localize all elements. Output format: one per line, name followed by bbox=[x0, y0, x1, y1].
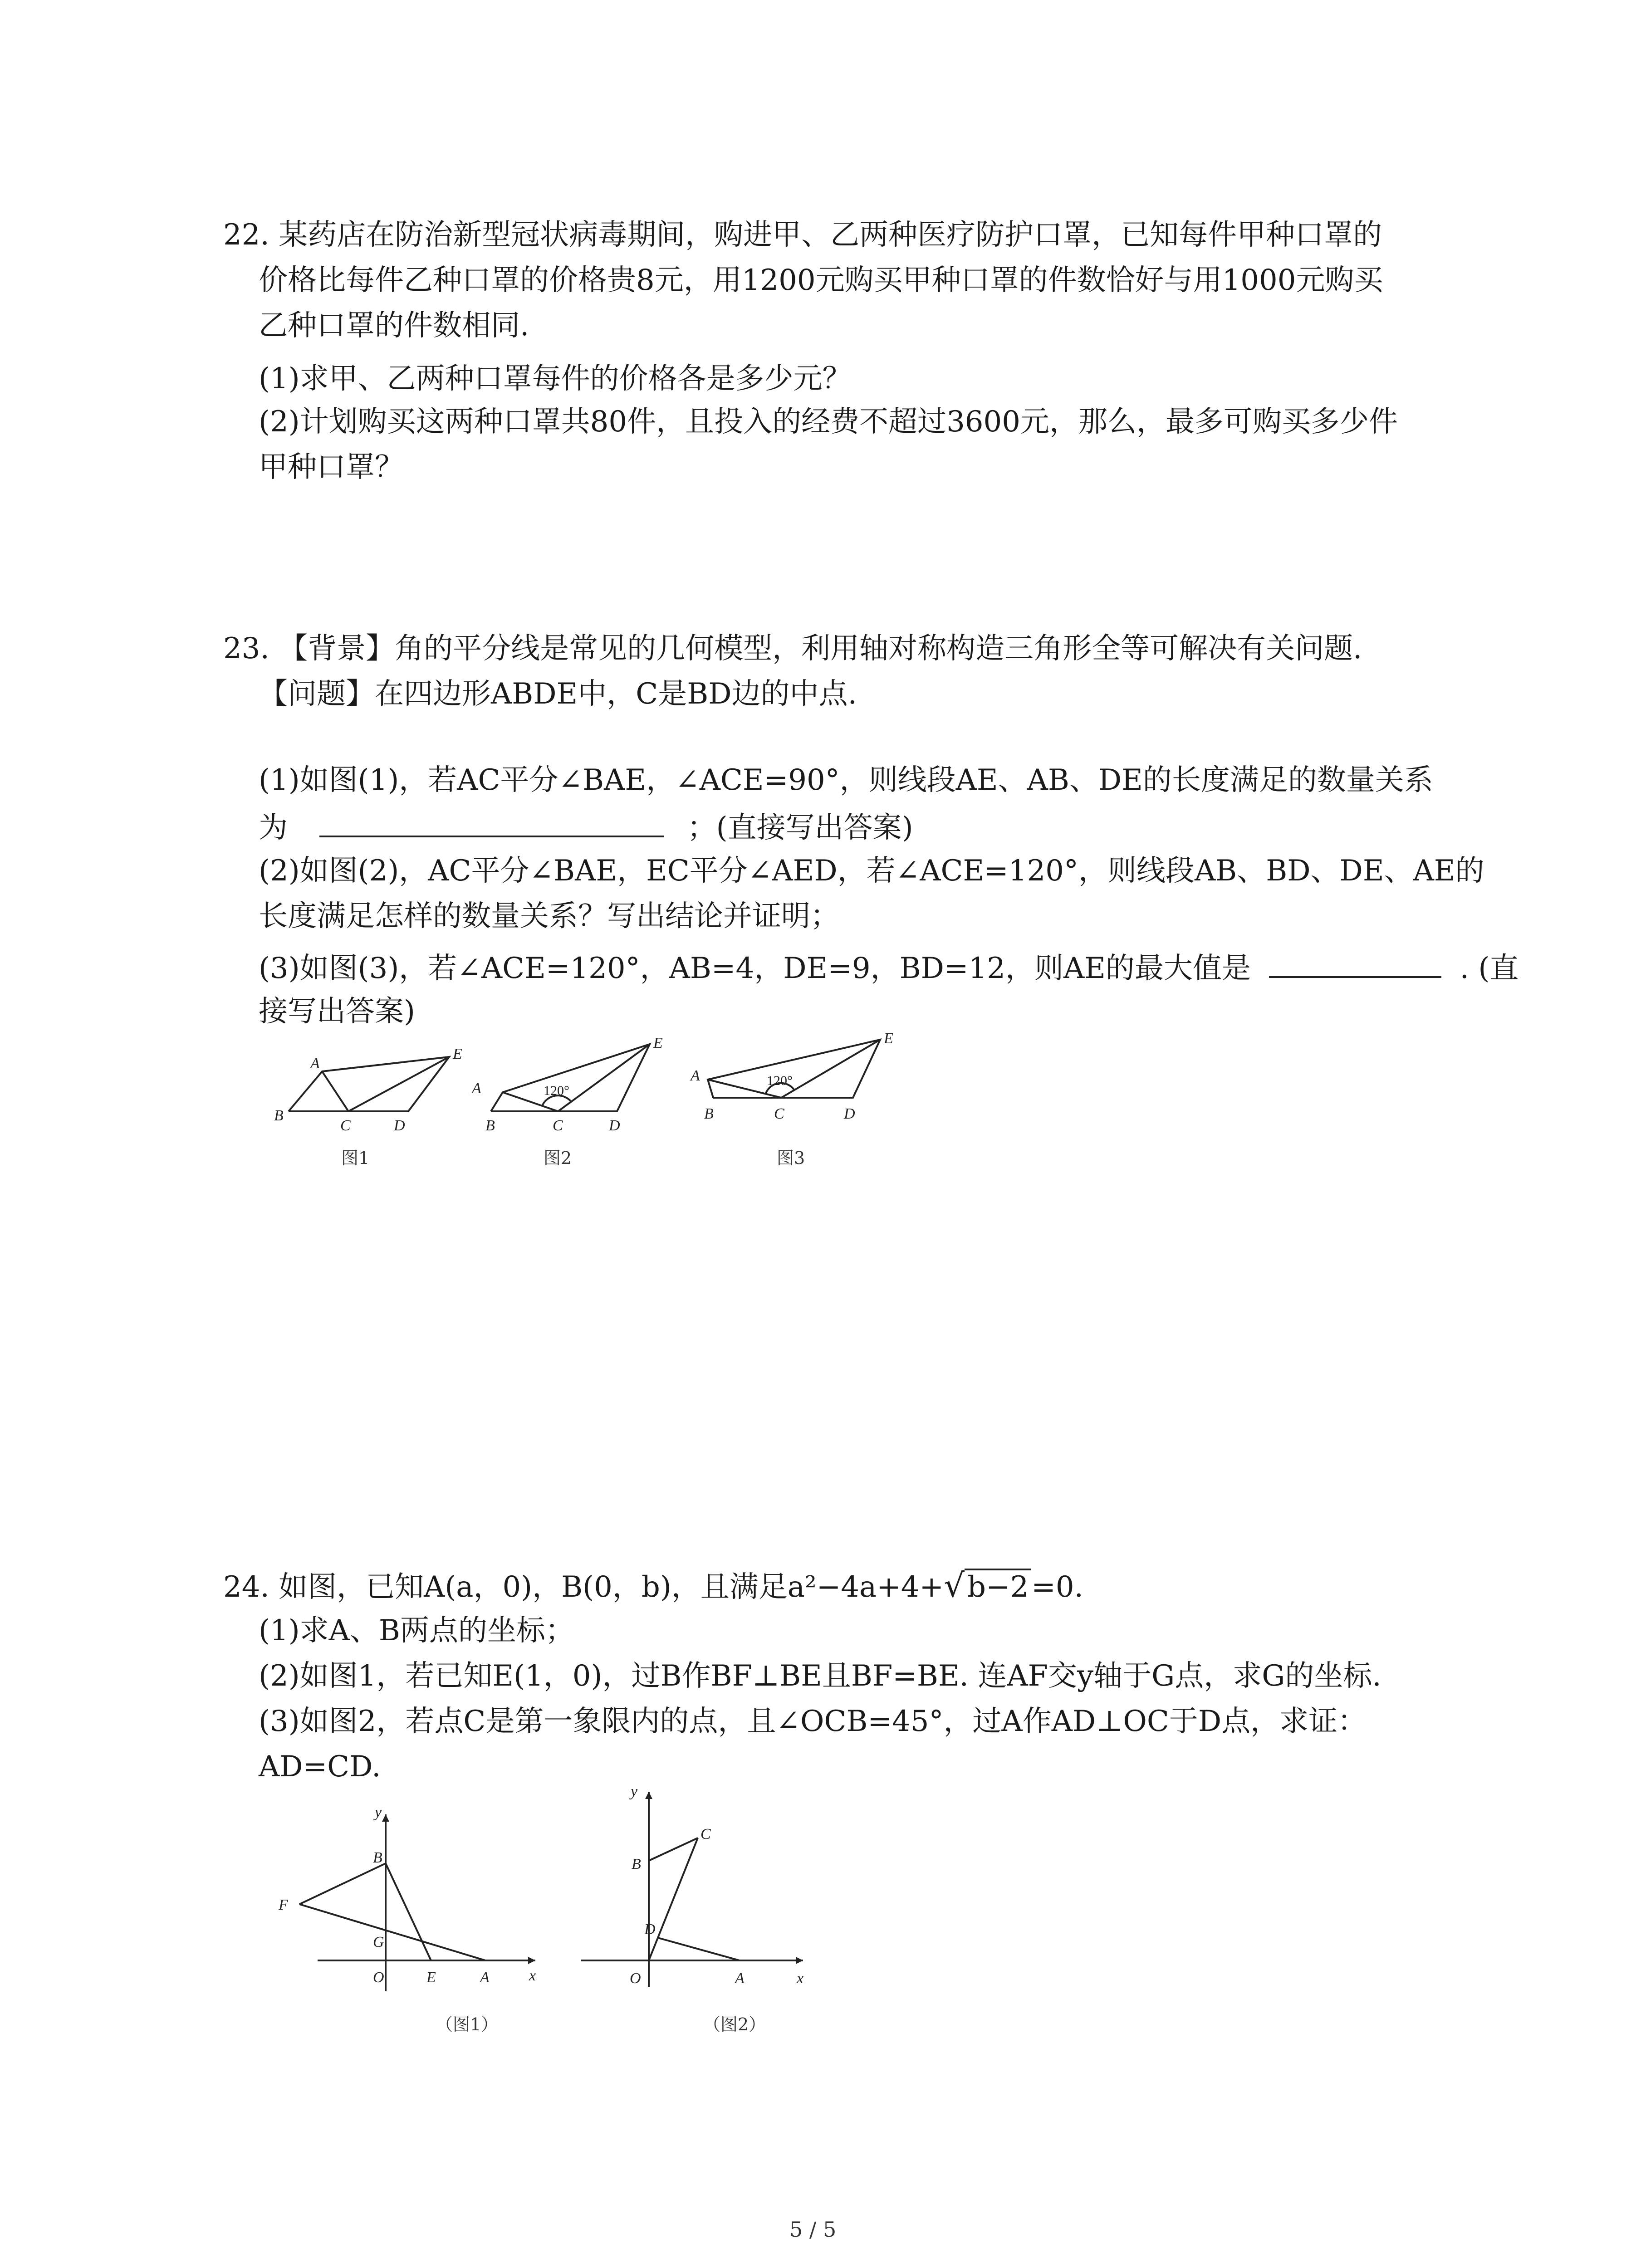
q24-fig1-caption: （图1） bbox=[436, 2014, 499, 2034]
q23-fig1-caption: 图1 bbox=[341, 1148, 370, 1168]
fig2-label-a: A bbox=[472, 1080, 481, 1097]
fig3-label-c: C bbox=[774, 1105, 784, 1122]
fig2-label-c: C bbox=[553, 1117, 563, 1134]
q22-part-1: (1)求甲、乙两种口罩每件的价格各是多少元？ bbox=[259, 362, 852, 396]
fig1-label-a: A bbox=[310, 1055, 320, 1072]
q23-part-2: (2)如图(2)，AC平分∠BAE，EC平分∠AED，若∠ACE=120°，则线段AB、BD、DE、AE的 bbox=[259, 854, 1484, 888]
q23-part-1-prefix: 为 bbox=[259, 811, 288, 845]
fig3-angle-label: 120° bbox=[767, 1073, 793, 1088]
q24f2-label-y: y bbox=[631, 1783, 638, 1800]
fig2-label-e: E bbox=[653, 1035, 663, 1051]
q23-part-3-prefix: (3)如图(3)，若∠ACE=120°，AB=4，DE=9，BD=12，则AE的最大值是 bbox=[259, 952, 1251, 985]
q24-condition-text: 24. 如图，已知A(a，0)，B(0，b)，且满足a²−4a+4+ bbox=[223, 1570, 944, 1604]
q24f1-label-b: B bbox=[373, 1849, 382, 1866]
q22-line-3: 乙种口罩的件数相同. bbox=[259, 309, 529, 342]
q24-part-2: (2)如图1，若已知E(1，0)，过B作BF⊥BE且BF=BE. 连AF交y轴于G点，求G的坐标. bbox=[259, 1659, 1381, 1693]
q23-part-1-cont bbox=[259, 807, 913, 846]
q24f1-label-f: F bbox=[279, 1897, 288, 1913]
answer-blank-1[interactable] bbox=[319, 807, 664, 837]
q23-part-2-cont: 长度满足怎样的数量关系？写出结论并证明； bbox=[259, 899, 839, 933]
q23-part-3 bbox=[259, 948, 1519, 987]
q24f1-label-o: O bbox=[373, 1969, 384, 1986]
q24f1-label-y: y bbox=[375, 1805, 382, 1821]
q23-line-1: 23. 【背景】角的平分线是常见的几何模型，利用轴对称构造三角形全等可解决有关问题. bbox=[223, 632, 1362, 665]
sqrt-radicand: b−2 bbox=[965, 1569, 1031, 1604]
q22-line-2: 价格比每件乙种口罩的价格贵8元，用1200元购买甲种口罩的件数恰好与用1000元购买 bbox=[259, 264, 1383, 297]
q23-figure-1 bbox=[272, 1043, 490, 1143]
q24f1-label-e: E bbox=[426, 1969, 436, 1986]
fig3-label-b: B bbox=[704, 1105, 714, 1122]
q24f2-label-o: O bbox=[630, 1970, 641, 1987]
q24f1-label-g: G bbox=[373, 1934, 384, 1950]
fig1-label-e: E bbox=[453, 1046, 462, 1062]
q22-part-2: (2)计划购买这两种口罩共80件，且投入的经费不超过3600元，那么，最多可购买多少件 bbox=[259, 405, 1398, 439]
q23-line-2: 【问题】在四边形ABDE中，C是BD边的中点. bbox=[259, 677, 857, 711]
q24f2-label-c: C bbox=[700, 1826, 711, 1843]
q24f2-label-d: D bbox=[644, 1921, 656, 1938]
fig1-label-d: D bbox=[394, 1117, 405, 1134]
fig2-label-d: D bbox=[609, 1117, 620, 1134]
fig3-label-e: E bbox=[884, 1030, 893, 1047]
q24f1-label-x: x bbox=[529, 1967, 536, 1984]
q23-part-1: (1)如图(1)，若AC平分∠BAE，∠ACE=90°，则线段AE、AB、DE的长度满足的数量关系 bbox=[259, 763, 1433, 797]
q22-part-2-cont: 甲种口罩？ bbox=[259, 450, 404, 484]
fig2-label-b: B bbox=[485, 1117, 495, 1134]
q24-figure-2 bbox=[576, 1778, 812, 1996]
q23-fig2-caption: 图2 bbox=[544, 1148, 572, 1168]
fig3-label-d: D bbox=[844, 1105, 855, 1122]
q23-fig3-caption: 图3 bbox=[777, 1148, 805, 1168]
q23-part-1-suffix: ；(直接写出答案) bbox=[687, 811, 913, 845]
q23-part-3-suffix: . (直 bbox=[1460, 952, 1519, 985]
fig2-angle-label: 120° bbox=[544, 1083, 569, 1098]
q24-part-3-cont: AD=CD. bbox=[259, 1750, 381, 1784]
fig1-label-c: C bbox=[340, 1117, 351, 1134]
fig3-label-a: A bbox=[691, 1067, 700, 1084]
q24-line-1 bbox=[223, 1567, 1083, 1605]
q23-figure-3 bbox=[681, 1030, 916, 1139]
q24f2-label-x: x bbox=[797, 1970, 804, 1987]
q24-condition-end: =0. bbox=[1031, 1570, 1083, 1604]
q24-figure-1 bbox=[272, 1805, 554, 2005]
q23-figure-2 bbox=[463, 1034, 681, 1143]
q22-line-1: 22. 某药店在防治新型冠状病毒期间，购进甲、乙两种医疗防护口罩，已知每件甲种口罩的 bbox=[223, 218, 1382, 252]
q23-part-3-cont: 接写出答案) bbox=[259, 995, 415, 1028]
q24-fig2-caption: （图2） bbox=[703, 2014, 766, 2034]
answer-blank-2[interactable] bbox=[1269, 948, 1441, 978]
sqrt-sign: √ bbox=[944, 1566, 965, 1604]
q24f1-label-a: A bbox=[480, 1969, 490, 1986]
page-number: 5 / 5 bbox=[789, 2217, 837, 2242]
q24-part-3: (3)如图2，若点C是第一象限内的点，且∠OCB=45°，过A作AD⊥OC于D点，求证： bbox=[259, 1705, 1367, 1738]
fig1-label-b: B bbox=[274, 1107, 284, 1124]
q24-part-1: (1)求A、B两点的坐标； bbox=[259, 1614, 574, 1647]
q24f2-label-b: B bbox=[632, 1856, 641, 1872]
q24f2-label-a: A bbox=[735, 1970, 745, 1987]
